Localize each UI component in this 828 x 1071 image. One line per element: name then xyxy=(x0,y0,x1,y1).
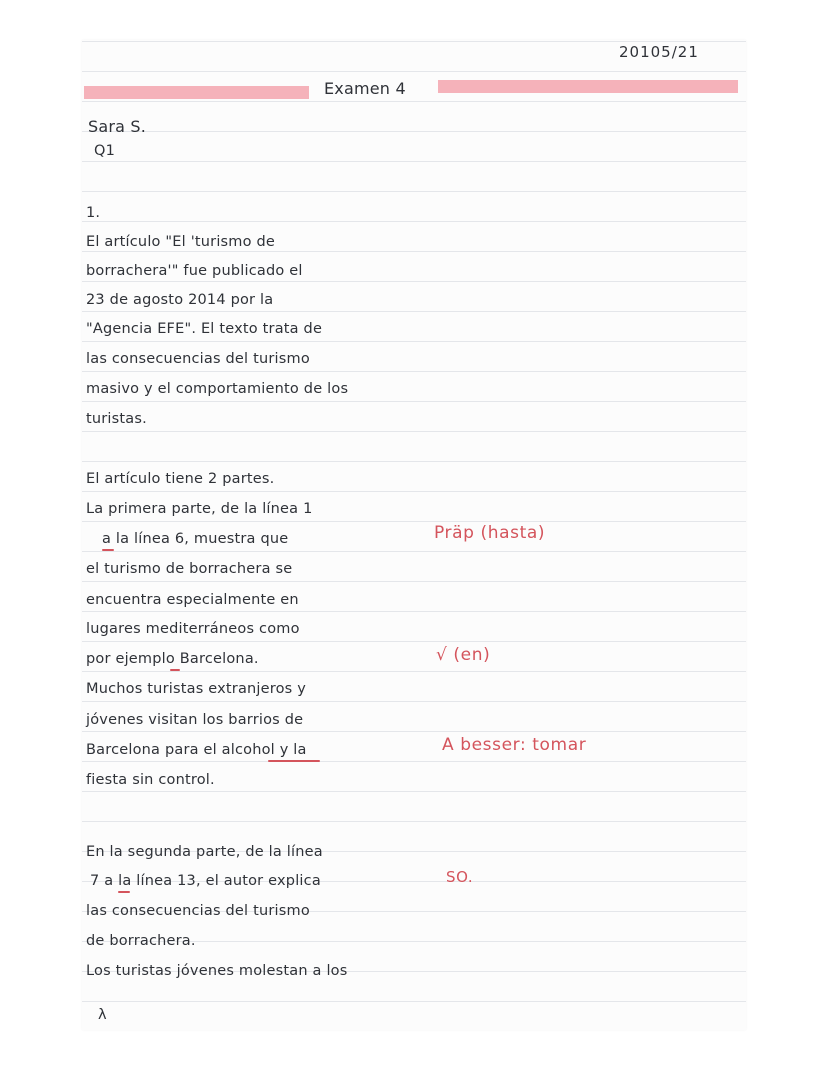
student-name: Sara S. xyxy=(88,117,147,136)
p2-line: el turismo de borrachera se xyxy=(86,561,293,577)
p2-line: lugares mediterráneos como xyxy=(86,621,300,637)
title-highlight-right xyxy=(438,80,738,93)
p2-line: La primera parte, de la línea 1 xyxy=(86,501,313,517)
exam-title: Examen 4 xyxy=(324,79,406,98)
date: 20105/21 xyxy=(619,43,699,61)
p2-line: Barcelona para el alcohol y la xyxy=(86,742,307,758)
p3-line: 7 a la línea 13, el autor explica xyxy=(90,873,321,889)
p1-line: turistas. xyxy=(86,411,147,427)
p1-line: las consecuencias del turismo xyxy=(86,351,310,367)
p1-line: masivo y el comportamiento de los xyxy=(86,381,349,397)
p1-line: borrachera'" fue publicado el xyxy=(86,263,303,279)
p2-line: encuentra especialmente en xyxy=(86,592,299,608)
p2-line: El artículo tiene 2 partes. xyxy=(86,471,275,487)
question-number: 1. xyxy=(86,205,101,221)
correction-note: A besser: tomar xyxy=(442,735,587,755)
correction-note: Präp (hasta) xyxy=(434,523,546,543)
p3-line: las consecuencias del turismo xyxy=(86,903,310,919)
correction-underline xyxy=(102,549,114,551)
correction-underline xyxy=(170,669,180,671)
level-label: Q1 xyxy=(94,143,116,159)
p2-line: Muchos turistas extranjeros y xyxy=(86,681,307,697)
p3-line: de borrachera. xyxy=(86,933,196,949)
p2-line: jóvenes visitan los barrios de xyxy=(86,712,304,728)
p3-line: Los turistas jóvenes molestan a los xyxy=(86,963,348,979)
p1-line: 23 de agosto 2014 por la xyxy=(86,292,274,308)
p2-line: por ejemplo Barcelona. xyxy=(86,651,259,667)
correction-note: SO. xyxy=(446,868,474,886)
footer-mark: λ xyxy=(98,1007,107,1023)
correction-underline xyxy=(118,891,130,893)
p1-line: "Agencia EFE". El texto trata de xyxy=(86,321,323,337)
p3-line: En la segunda parte, de la línea xyxy=(86,844,323,860)
correction-note: √ (en) xyxy=(436,645,491,665)
correction-underline xyxy=(268,760,320,762)
notebook-page xyxy=(82,40,746,1030)
p2-line: a la línea 6, muestra que xyxy=(102,531,289,547)
p1-line: El artículo "El 'turismo de xyxy=(86,234,276,250)
p2-line: fiesta sin control. xyxy=(86,772,215,788)
title-highlight-left xyxy=(84,86,309,99)
